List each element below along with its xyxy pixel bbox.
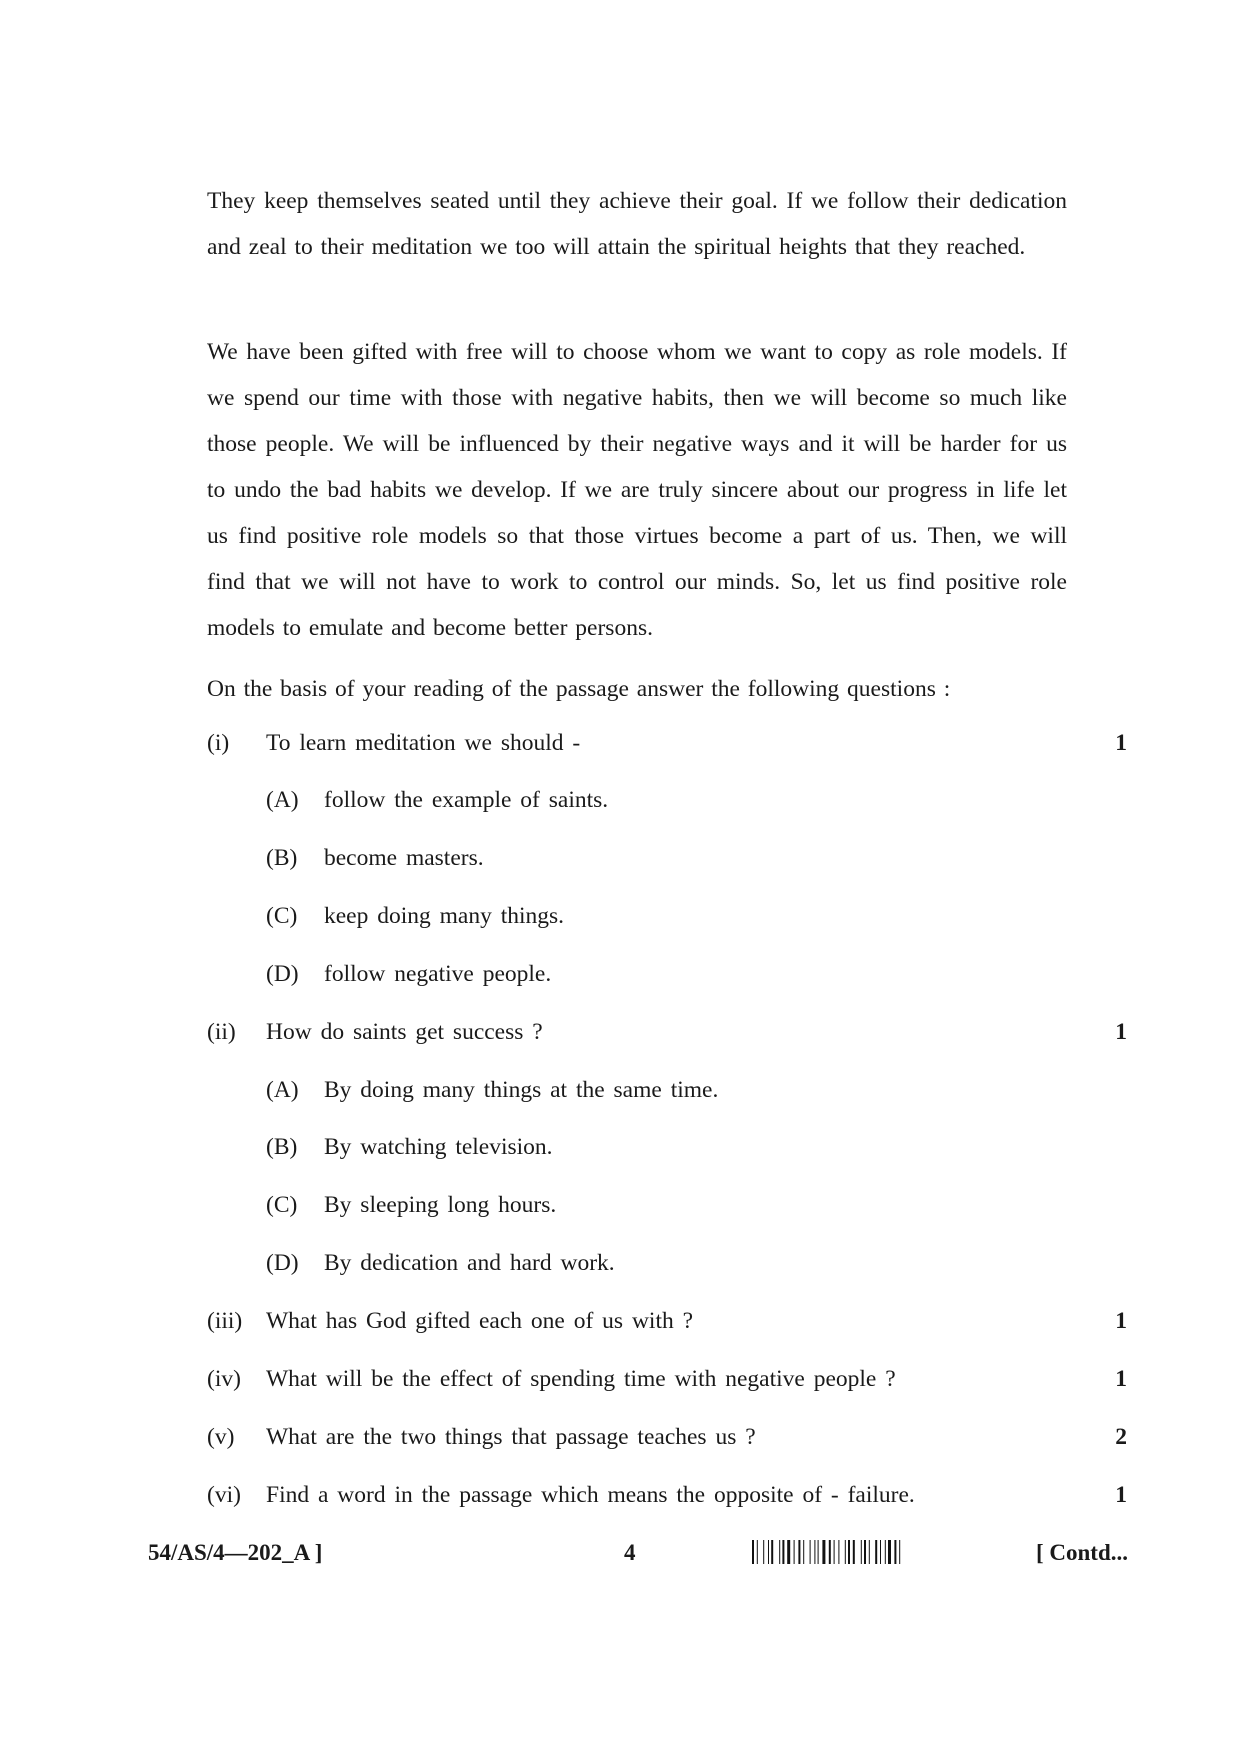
question-marks: 2 [1115, 1424, 1127, 1450]
question-row [207, 1417, 1127, 1457]
question-text: What will be the effect of spending time with negative people ? [266, 1366, 896, 1392]
question-marks: 1 [1115, 1366, 1127, 1392]
question-number: (iii) [207, 1308, 243, 1334]
passage-text: They keep themselves seated until they achieve their goal. If we follow their dedication and zeal to their meditation we too will attain the spiritual heights that they reached. [207, 188, 1067, 260]
option-text: By dedication and hard work. [324, 1250, 615, 1276]
question-number: (ii) [207, 1019, 236, 1045]
question-marks: 1 [1115, 730, 1127, 756]
option-text: By doing many things at the same time. [324, 1077, 719, 1103]
question-text: What are the two things that passage teaches us ? [266, 1424, 756, 1450]
option-text: By sleeping long hours. [324, 1192, 557, 1218]
instruction-text: On the basis of your reading of the passage answer the following questions : [207, 676, 951, 702]
question-row [207, 1012, 1127, 1052]
question-marks: 1 [1115, 1019, 1127, 1045]
option-label: (C) [266, 903, 298, 929]
passage-text: We have been gifted with free will to choose whom we want to copy as role models. If we spend our time with those with negative habits, then we will become so much like those people. We will be influenced by their negative ways and it will be harder for us to undo the bad habits we develop. If we are truly sincere about our progress in life let us find positive role models so that those virtues become a part of us. Then, we will find that we will not have to work to control our minds. So, let us find positive role models to emulate and become better persons. [207, 339, 1067, 641]
question-marks: 1 [1115, 1308, 1127, 1334]
barcode-icon [752, 1540, 1004, 1564]
option-text: become masters. [324, 845, 484, 871]
option-text: keep doing many things. [324, 903, 565, 929]
question-row [207, 723, 1127, 763]
option-text: follow negative people. [324, 961, 552, 987]
question-number: (i) [207, 730, 230, 756]
option-label: (B) [266, 1134, 298, 1160]
page-number: 4 [624, 1540, 636, 1565]
question-text: How do saints get success ? [266, 1019, 543, 1045]
question-row [207, 1475, 1127, 1515]
passage-paragraph-2 [207, 329, 1067, 651]
paper-code: 54/AS/4—202_A ] [148, 1540, 323, 1565]
passage-paragraph-1 [207, 178, 1067, 270]
instruction-line [207, 666, 1067, 712]
question-number: (vi) [207, 1482, 241, 1508]
question-text: What has God gifted each one of us with ? [266, 1308, 694, 1334]
page-footer [148, 1535, 1128, 1571]
option-label: (A) [266, 787, 299, 813]
question-row [207, 1359, 1127, 1399]
option-label: (C) [266, 1192, 298, 1218]
option-label: (D) [266, 961, 299, 987]
question-text: To learn meditation we should - [266, 730, 581, 756]
question-marks: 1 [1115, 1482, 1127, 1508]
option-text: follow the example of saints. [324, 787, 609, 813]
question-text: Find a word in the passage which means the opposite of - failure. [266, 1482, 915, 1508]
option-text: By watching television. [324, 1134, 553, 1160]
question-number: (iv) [207, 1366, 241, 1392]
question-number: (v) [207, 1424, 235, 1450]
option-label: (B) [266, 845, 298, 871]
option-label: (D) [266, 1250, 299, 1276]
continued-label: [ Contd... [1035, 1540, 1128, 1565]
option-label: (A) [266, 1077, 299, 1103]
question-row [207, 1301, 1127, 1341]
